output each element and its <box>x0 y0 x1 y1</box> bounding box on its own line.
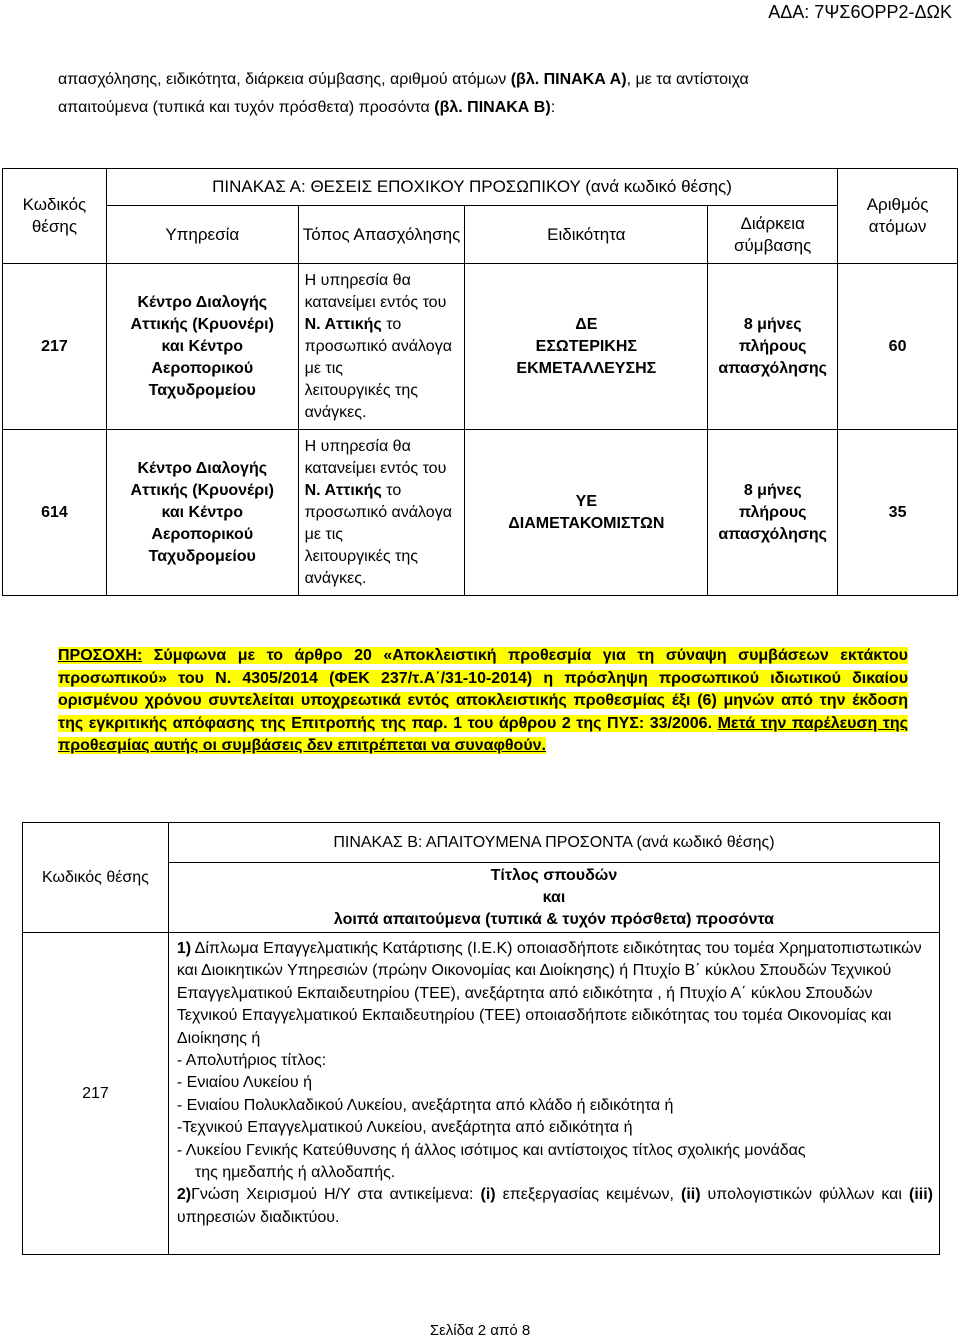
intro-text: απαιτούμενα (τυπικά και τυχόν πρόσθετα) προσόντα <box>58 99 435 116</box>
intro-ref-b: (βλ. ΠΙΝΑΚΑ Β) <box>434 99 551 116</box>
row-service: Κέντρο Διαλογής Αττικής (Κρυονέρι) και Κέντρο Αεροπορικού Ταχυδρομείου <box>106 430 298 596</box>
intro-ref-a: (βλ. ΠΙΝΑΚΑ Α) <box>510 71 627 88</box>
table-a-title: ΠΙΝΑΚΑΣ Α: ΘΕΣΕΙΣ ΕΠΟΧΙΚΟΥ ΠΡΟΣΩΠΙΚΟΥ (ανά κωδικό θέσης) <box>106 169 837 206</box>
notice-underlined: Μετά την παρέλευση της προθεσμίας αυτής οι συμβάσεις δεν επιτρέπεται να συναφθούν. <box>58 714 908 754</box>
table-a <box>2 168 958 596</box>
table-b-req-header: Τίτλος σπουδών και λοιπά απαιτούμενα (τυπικά & τυχόν πρόσθετα) προσόντα <box>168 863 939 933</box>
table-b-code: 217 <box>23 933 169 1255</box>
row-duration: 8 μήνες πλήρους απασχόλησης <box>708 264 838 430</box>
req-bullet: - Ενιαίου Πολυκλαδικού Λυκείου, ανεξάρτητα από κλάδο ή ειδικότητα ή <box>176 1096 674 1114</box>
table-b <box>22 822 940 1255</box>
page-footer: Σελίδα 2 από 8 <box>429 1322 531 1339</box>
intro-line-2 <box>58 94 908 122</box>
intro-text: , με τα αντίστοιχα <box>626 71 749 88</box>
ada-code: ΑΔΑ: 7ΨΣ6ΟΡΡ2-ΔΩΚ <box>768 2 952 22</box>
req-bullet: -Τεχνικού Επαγγελματικού Λυκείου, ανεξάρτητα από ειδικότητα ή <box>176 1119 633 1137</box>
req-item-2: 2)Γνώση Χειρισμού Η/Υ στα αντικείμενα: (i) επεξεργασίας κειμένων, (ii) υπολογιστικών φύλλων και (iii) υπηρεσιών διαδικτύου. <box>176 1186 933 1226</box>
intro-line-1 <box>58 66 908 94</box>
req-bullet-cont: της ημεδαπής ή αλλοδαπής. <box>194 1164 396 1182</box>
intro-text: : <box>550 99 556 116</box>
req-bullet: - Απολυτήριος τίτλος: <box>176 1052 327 1070</box>
row-duration: 8 μήνες πλήρους απασχόλησης <box>708 430 838 596</box>
header-location: Τόπος Απασχόλησης <box>298 206 465 264</box>
notice-label: ΠΡΟΣΟΧΗ: <box>58 647 143 664</box>
notice-body: Σύμφωνα με το άρθρο 20 «Αποκλειστική προθεσμία για τη σύναψη συμβάσεων εκτάκτου προσωπικού» του Ν. 4305/2014 (ΦΕΚ 237/τ.Α΄/31-10-2014) η πρόσληψη προσωπικού ιδιωτικού δικαίου ορισμένου χρόνου συντελείται υποχρεωτικά εντός αποκλειστικής προθεσμίας έξι (6) μηνών από την έκδοση της εγκριτικής απόφασης της Επιτροπής της παρ. 1 του άρθρου 2 της ΠΥΣ: 33/2006. <box>58 647 908 732</box>
row-specialty: ΔΕ ΕΣΩΤΕΡΙΚΗΣ ΕΚΜΕΤΑΛΛΕΥΣΗΣ <box>465 264 708 430</box>
header-code: Κωδικός θέσης <box>3 169 107 264</box>
intro-paragraph <box>58 66 908 122</box>
row-count: 35 <box>838 430 958 596</box>
req-item-1: 1) Δίπλωμα Επαγγελματικής Κατάρτισης (Ι.Ε.Κ) οποιασδήποτε ειδικότητας του τομέα Χρηματοπιστωτικών και Διοικητικών Υπηρεσιών (πρώην Οικονομίας και Διοίκησης) ή Πτυχίο Β΄ κύκλου Σπουδών Τεχνικού Επαγγελματικού Εκπαιδευτηρίου (ΤΕΕ), ανεξάρτητα από ειδικότητα , ή Πτυχίο Α΄ κύκλου Σπουδών Τεχνικού Επαγγελματικού Εκπαιδευτηρίου (ΤΕΕ) οποιασδήποτε ειδικότητας του τομέα Οικονομίας και Διοίκησης ή <box>176 940 922 1047</box>
table-b-title: ΠΙΝΑΚΑΣ Β: ΑΠΑΙΤΟΥΜΕΝΑ ΠΡΟΣΟΝΤΑ (ανά κωδικό θέσης) <box>168 823 939 863</box>
row-count: 60 <box>838 264 958 430</box>
table-row <box>3 264 958 430</box>
table-b-code-header: Κωδικός θέσης <box>23 823 169 933</box>
row-code: 614 <box>3 430 107 596</box>
header-specialty: Ειδικότητα <box>465 206 708 264</box>
req-bullet: - Ενιαίου Λυκείου ή <box>176 1074 313 1092</box>
table-row <box>3 430 958 596</box>
header-duration: Διάρκεια σύμβασης <box>708 206 838 264</box>
header-service: Υπηρεσία <box>106 206 298 264</box>
notice-paragraph <box>58 645 908 758</box>
row-code: 217 <box>3 264 107 430</box>
req-bullet: - Λυκείου Γενικής Κατεύθυνσης ή άλλος ισότιμος και αντίστοιχος τίτλος σχολικής μονάδας <box>176 1141 806 1159</box>
intro-text: απασχόλησης, ειδικότητα, διάρκεια σύμβασης, αριθμού ατόμων <box>58 71 511 88</box>
table-b-requirements <box>168 933 939 1255</box>
row-location: Η υπηρεσία θα κατανείμει εντός του Ν. Αττικής το προσωπικό ανάλογα με τις λειτουργικές της ανάγκες. <box>298 430 465 596</box>
row-service: Κέντρο Διαλογής Αττικής (Κρυονέρι) και Κέντρο Αεροπορικού Ταχυδρομείου <box>106 264 298 430</box>
header-count: Αριθμός ατόμων <box>838 169 958 264</box>
row-location: Η υπηρεσία θα κατανείμει εντός του Ν. Αττικής το προσωπικό ανάλογα με τις λειτουργικές της ανάγκες. <box>298 264 465 430</box>
row-specialty: ΥΕ ΔΙΑΜΕΤΑΚΟΜΙΣΤΩΝ <box>465 430 708 596</box>
table-row <box>23 933 940 1255</box>
